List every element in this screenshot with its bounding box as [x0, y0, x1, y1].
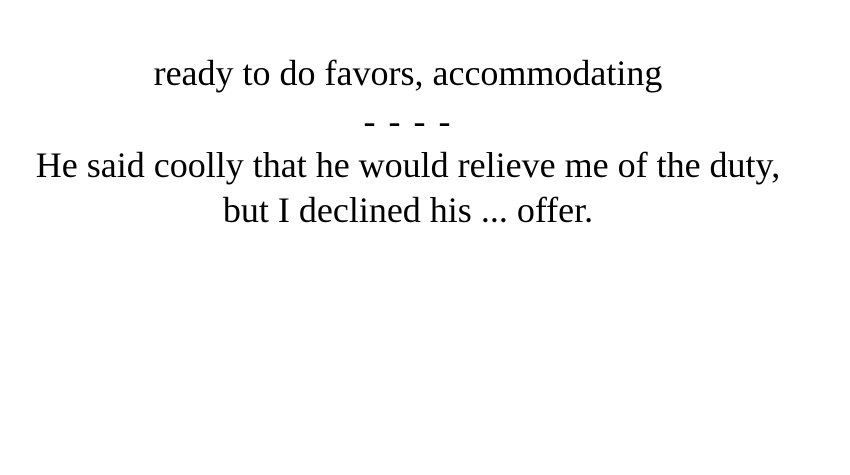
example-sentence: He said coolly that he would relieve me of the duty, but I declined his ... offer. — [35, 145, 781, 230]
separator: - - - - — [363, 101, 453, 141]
definition-text: ready to do favors, accommodating — [153, 53, 663, 93]
